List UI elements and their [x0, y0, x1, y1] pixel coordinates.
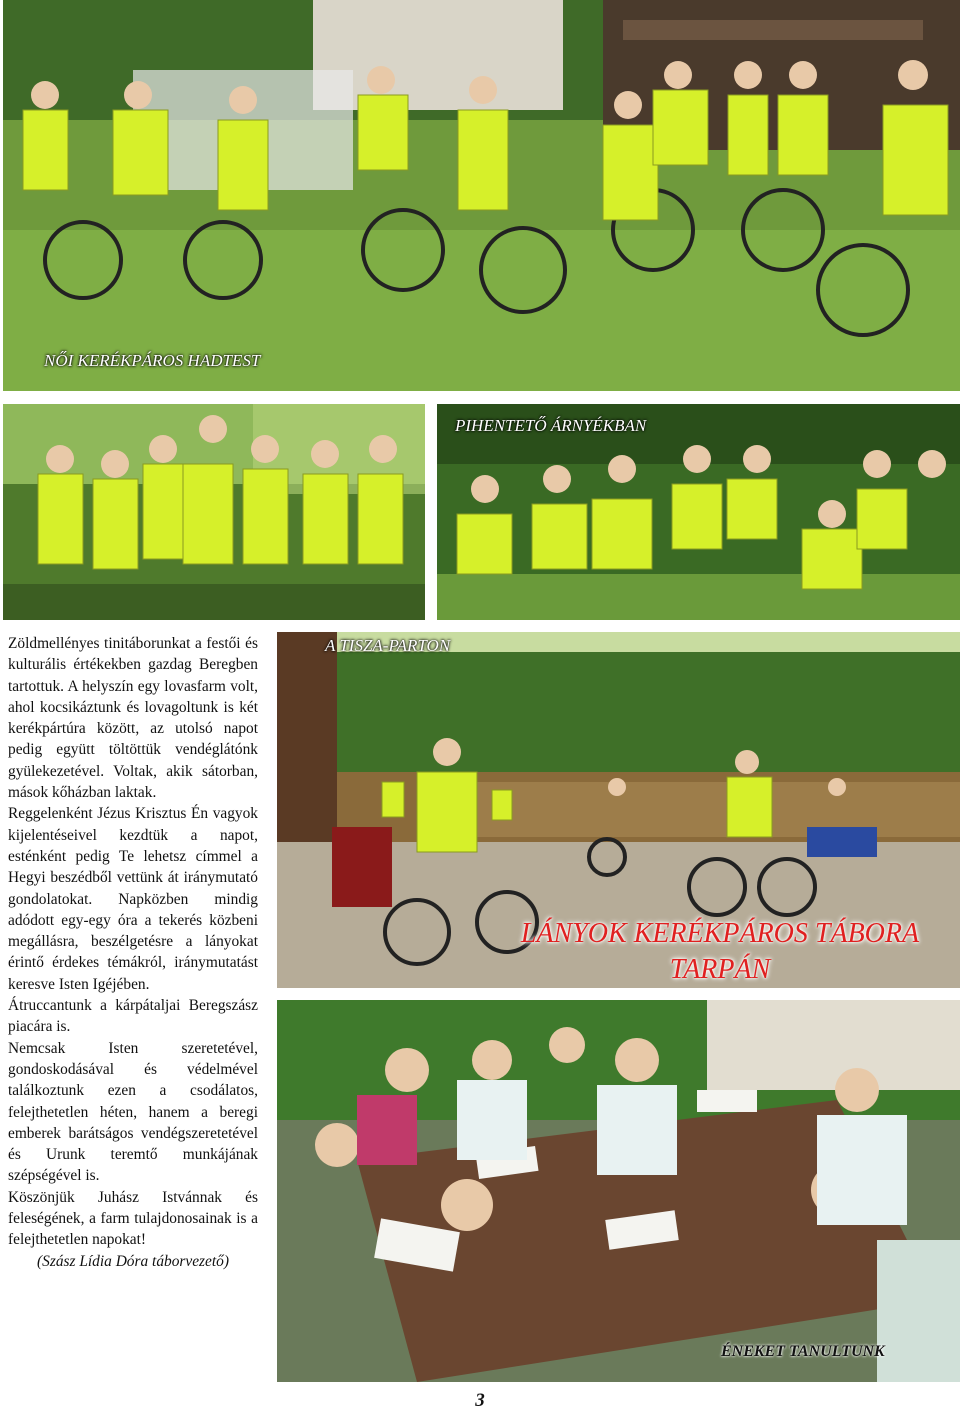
article-headline	[480, 916, 960, 988]
caption-photo3: PIHENTETŐ ÁRNYÉKBAN	[455, 416, 647, 435]
article-paragraph: Átruccantunk a kárpátaljai Beregszász piacára is.	[8, 997, 258, 1036]
article-signature: (Szász Lídia Dóra táborvezető)	[37, 1252, 229, 1270]
article-paragraph: Köszönjük Juhász Istvánnak és feleségének, a farm tulajdonosainak is a felejthetetlen napokat!	[8, 1188, 258, 1249]
photo-standing-group	[3, 404, 425, 620]
caption-photo5: ÉNEKET TANULTUNK	[721, 1343, 885, 1360]
headline-line2: TARPÁN	[669, 954, 771, 985]
photo-singing-lesson	[277, 1000, 960, 1382]
photo-cyclists-group	[3, 0, 960, 391]
caption-photo4: A TISZA-PARTON	[325, 636, 451, 655]
caption-photo1: NŐI KERÉKPÁROS HADTEST	[44, 351, 261, 370]
photo-resting-group	[437, 404, 960, 620]
article-paragraph: Nemcsak Isten szeretetével, gondoskodásával és védelmével találkoztunk ezen a csodálatos, felejthetetlen héten, hanem a beregi emberek barátságos vendégszeretetével és Urunk teremtő munkájának szépségével is.	[8, 1039, 258, 1185]
headline-line1: LÁNYOK KERÉKPÁROS TÁBORA	[520, 918, 920, 949]
article-body	[8, 633, 258, 1272]
page-number: 3	[475, 1390, 485, 1411]
article-paragraph: Reggelenként Jézus Krisztus Én vagyok kijelentéseivel kezdtük a napot, esténként pedig Te lehetsz címmel a Hegyi beszédből vettünk át iránymutató gondolatokat. Napközben mindig adódott egy-egy óra a tekerés közbeni megállásra, beszélgetésre a lányokat érintő érdekes témákról, iránymutatást keresve Isten Igéjében.	[8, 805, 258, 993]
article-paragraph: Zöldmellényes tinitáborunkat a festői és kulturális értékekben gazdag Beregben tartottuk. A helyszín egy lovasfarm volt, ahol kocsikáztunk és lovagoltunk is két kerékpártúra között, az utolsó napot pedig együtt töltöttük vendéglátónk gyülekezetével. Voltak, akik sátorban, mások kőházban laktak.	[8, 635, 258, 802]
